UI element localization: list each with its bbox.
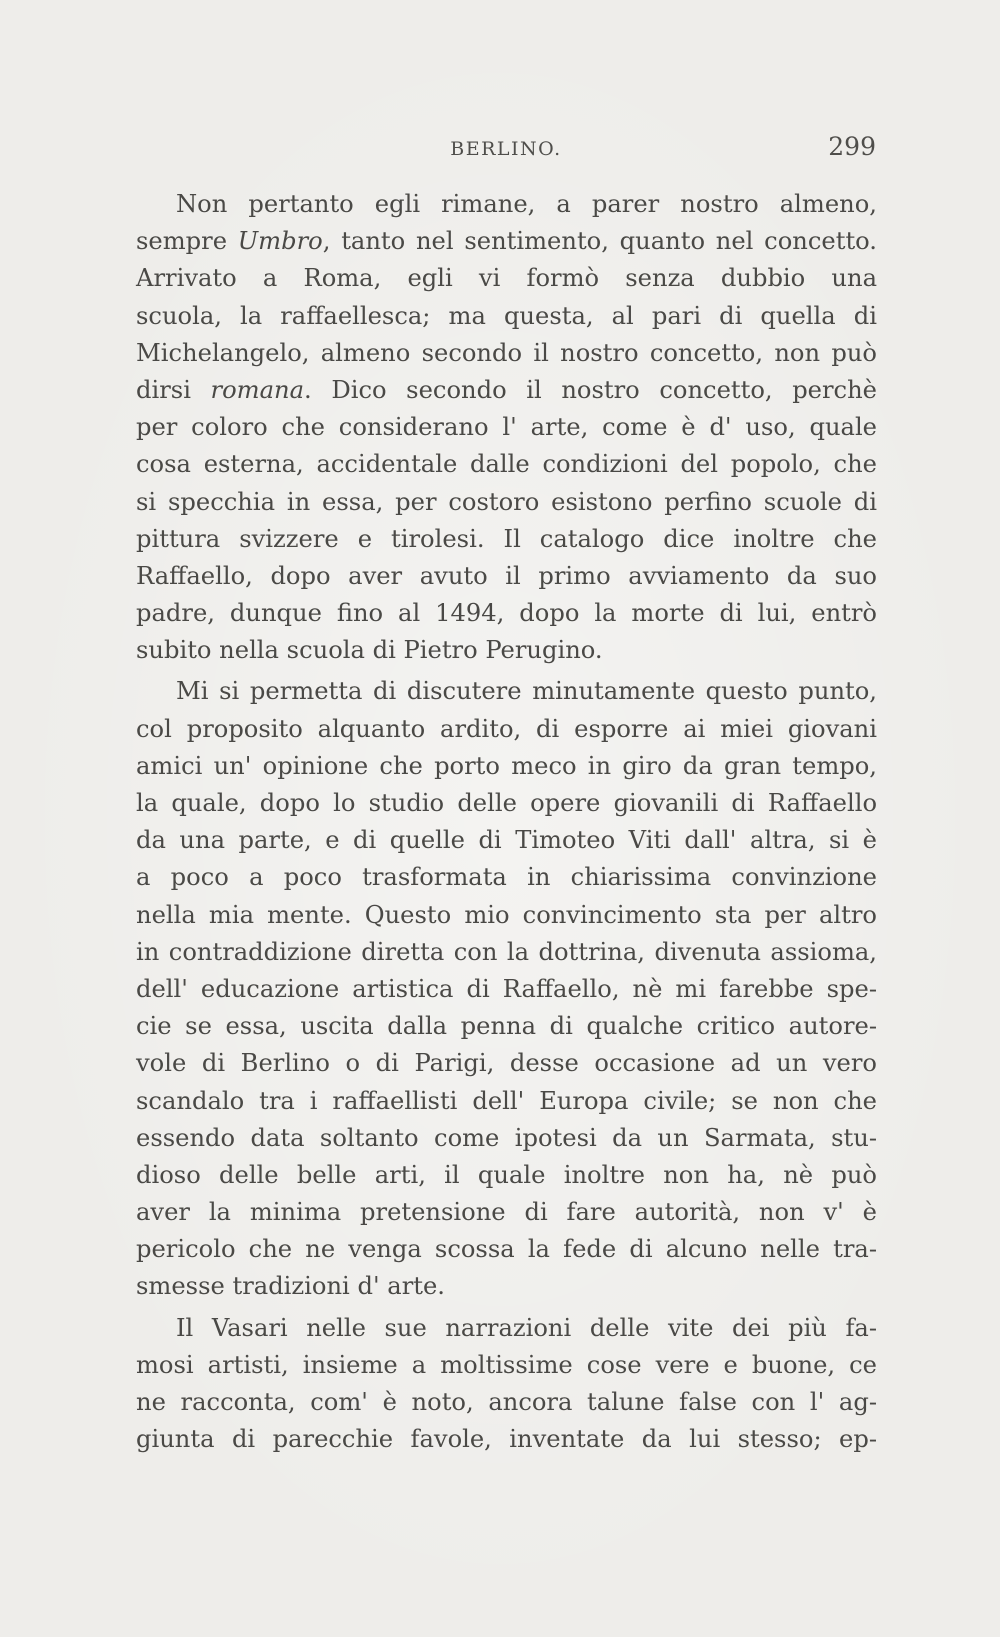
italic-term: Umbro [237,227,323,256]
text-line: Il Vasari nelle sue narrazioni delle vite dei più fa- [176,1313,877,1342]
text-line: amici un' opinione che porto meco in giro da gran tempo, [136,751,877,780]
paragraph [136,186,877,669]
running-head [136,132,876,168]
text-line: vole di Berlino o di Parigi, desse occasione ad un vero [136,1049,877,1078]
text-line: aver la minima pretensione di fare autorità, non v' è [136,1198,877,1227]
text-line: per coloro che considerano l' arte, come è d' uso, quale [136,413,877,442]
text-line [136,223,877,260]
text-line: padre, dunque fino al 1494, dopo la morte di lui, entrò [136,599,877,628]
text-line: nella mia mente. Questo mio convincimento sta per altro [136,900,877,929]
text-line: ne racconta, com' è noto, ancora talune false con l' ag- [136,1388,877,1416]
text-line: dell' educazione artistica di Raffaello, nè mi farebbe spe- [136,974,877,1003]
text-line: a poco a poco trasformata in chiarissima convinzione [136,863,877,892]
text-line: giunta di parecchie favole, inventate da lui stesso; ep- [136,1425,877,1454]
text-segment: , tanto nel sentimento, quanto nel concetto. [322,227,877,256]
body-text [136,186,877,1458]
italic-term: romana [210,375,305,404]
text-line: la quale, dopo lo studio delle opere giovanili di Raffaello [136,789,877,817]
page-number: 299 [828,132,876,161]
text-line: essendo data soltanto come ipotesi da un Sarmata, stu- [136,1123,877,1152]
text-line: si specchia in essa, per costoro esistono perfino scuole di [136,487,877,516]
text-line: Arrivato a Roma, egli vi formò senza dubbio una [136,264,877,293]
text-line: pittura svizzere e tirolesi. Il catalogo dice inoltre che [136,524,877,553]
text-line: Michelangelo, almeno secondo il nostro concetto, non può [136,338,877,367]
text-line: da una parte, e di quelle di Timoteo Viti dall' altra, si è [136,826,877,855]
text-line: Raffaello, dopo aver avuto il primo avviamento da suo [136,561,877,590]
text-line: scandalo tra i raffaellisti dell' Europa civile; se non che [136,1086,877,1115]
text-line: pericolo che ne venga scossa la fede di alcuno nelle tra- [136,1235,877,1264]
text-segment: . Dico secondo il nostro concetto, perchè [304,375,877,404]
text-line: smesse tradizioni d' arte. [136,1272,445,1301]
text-line: cosa esterna, accidentale dalle condizioni del popolo, che [136,450,877,479]
text-line: mosi artisti, insieme a moltissime cose vere e buone, ce [136,1350,877,1379]
text-line: scuola, la raffaellesca; ma questa, al pari di quella di [136,301,877,330]
text-line: Non pertanto egli rimane, a parer nostro almeno, [176,190,877,218]
paragraph [136,1310,877,1459]
text-segment: sempre [136,227,238,256]
paragraph [136,673,877,1305]
text-segment: dirsi [136,375,211,404]
text-line: subito nella scuola di Pietro Perugino. [136,636,603,665]
text-line: cie se essa, uscita dalla penna di qualche critico autore- [136,1012,877,1041]
text-line: in contraddizione diretta con la dottrina, divenuta assioma, [136,937,877,966]
text-line: Mi si permetta di discutere minutamente questo punto, [176,677,877,706]
running-title: BERLINO. [450,138,562,160]
text-line [136,372,877,409]
text-line: col proposito alquanto ardito, di esporre ai miei giovani [136,714,877,743]
text-line: dioso delle belle arti, il quale inoltre non ha, nè può [136,1160,877,1189]
